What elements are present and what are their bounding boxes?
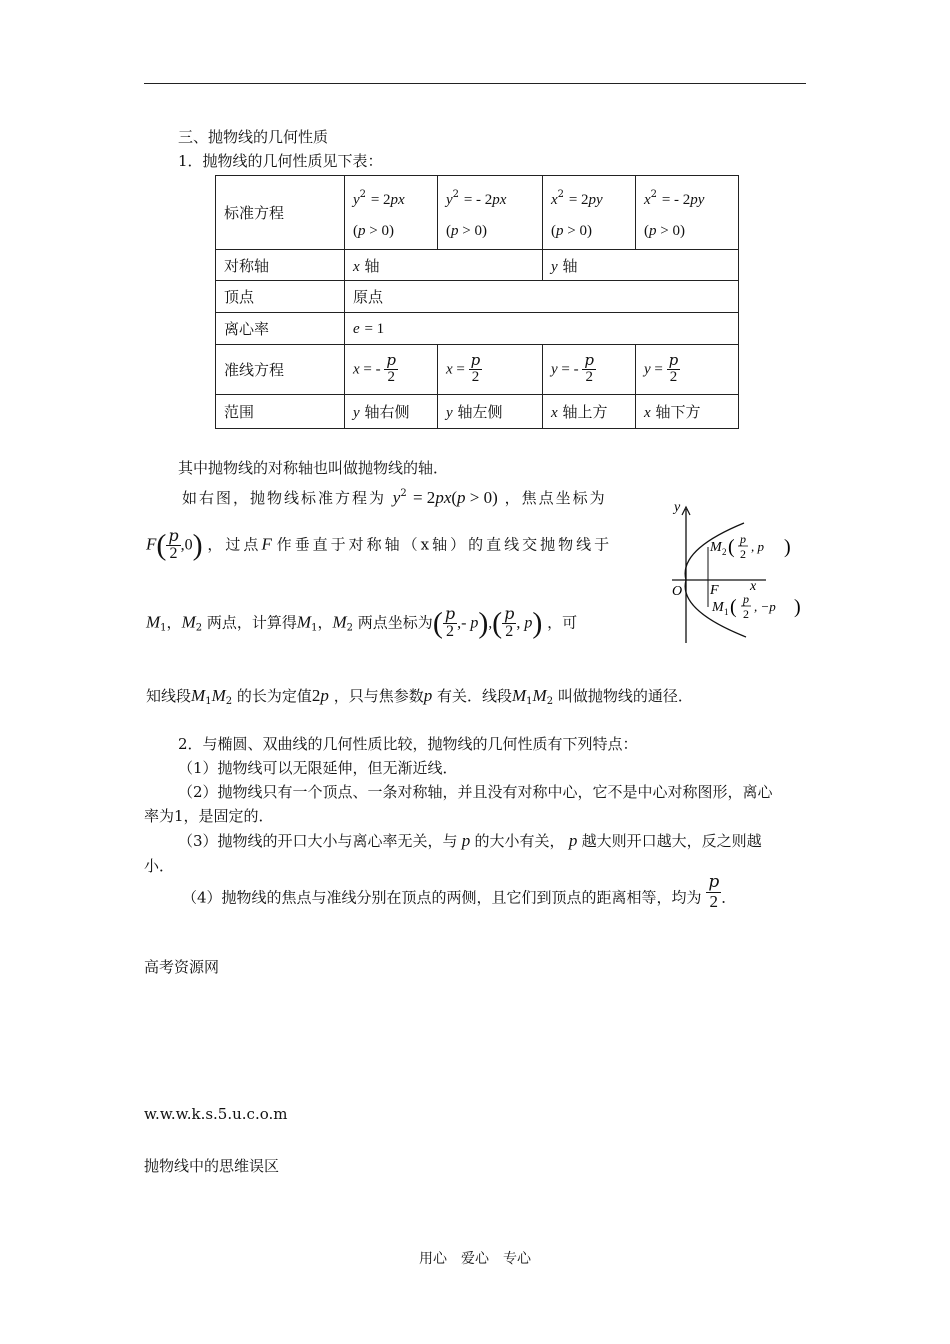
properties-table: [215, 175, 739, 429]
directrix-cell-3: y = - $\frac{p}{2}$: [543, 345, 636, 395]
y-axis-label: y: [674, 500, 681, 515]
site-name: 高考资源网: [144, 958, 220, 976]
section-title: 三、抛物线的几何性质: [178, 128, 329, 146]
focus-line-3: $M_1$，$M_2$ 两点，计算得$M_1$，$M_2$ 两点坐标为( $\frac{p}{2}$ ,- p),( $\frac{p}{2}$ , p) ，可: [146, 604, 578, 640]
directrix-cell-4: y = $\frac{p}{2}$: [636, 345, 739, 395]
svg-text:(: (: [730, 596, 737, 618]
svg-text:): ): [794, 596, 801, 618]
range-cell-4: x 轴下方: [636, 395, 739, 429]
point-2b: 率为1，是固定的．: [144, 807, 274, 825]
axis-x-cell: x 轴: [345, 250, 543, 281]
svg-text:M: M: [710, 540, 722, 555]
row-label-directrix: 准线方程: [216, 345, 345, 395]
eq-cell-3: $x^2 = 2py$ (p > 0): [543, 176, 636, 250]
point-2a: （2）抛物线只有一个顶点、一条对称轴，并且没有对称中心，它不是中心对称图形，离心: [178, 783, 773, 801]
directrix-cell-1: x = - $\frac{p}{2}$: [345, 345, 438, 395]
svg-text:p: p: [740, 532, 746, 546]
item1-intro: 1．抛物线的几何性质见下表：: [178, 152, 383, 170]
range-cell-3: x 轴上方: [543, 395, 636, 429]
svg-text:): ): [784, 536, 791, 558]
row-label-eccentricity: 离心率: [216, 313, 345, 345]
focus-line-4: 知线段$M_1M_2$ 的长为定值2p ，只与焦参数p 有关．线段$M_1M_2$ 叫做抛物线的通径．: [146, 686, 693, 707]
svg-text:, −p: , −p: [754, 599, 776, 614]
item2-intro: 2．与椭圆、双曲线的几何性质比较，抛物线的几何性质有下列特点：: [178, 735, 638, 753]
row-label-axis: 对称轴: [216, 250, 345, 281]
axis-y-cell: y 轴: [543, 250, 739, 281]
focus-line-1: 如右图，抛物线标准方程为 $y^2 = 2px(p > 0)$ ，焦点坐标为: [182, 488, 607, 507]
point-3a: （3）抛物线的开口大小与离心率无关，与 p 的大小有关， p 越大则开口越大，反之则越: [178, 831, 762, 850]
eq-cell-1: $y^2 = 2px$ (p > 0): [345, 176, 438, 250]
row-label-standard-eq: 标准方程: [216, 176, 345, 250]
point-3b: 小．: [144, 857, 175, 875]
header-rule: [144, 83, 806, 84]
svg-text:(: (: [728, 536, 735, 558]
origin-label: O: [672, 584, 683, 599]
parabola-figure: [666, 495, 812, 647]
svg-text:1: 1: [724, 607, 729, 617]
row-label-vertex: 顶点: [216, 281, 345, 313]
page-footer: 用心 爱心 专心: [419, 1251, 531, 1267]
point-1: （1）抛物线可以无限延伸，但无渐近线．: [178, 759, 458, 777]
axis-note: 其中抛物线的对称轴也叫做抛物线的轴．: [178, 459, 449, 477]
svg-text:M: M: [712, 600, 724, 615]
eq-cell-4: $x^2$ = - 2py (p > 0): [636, 176, 739, 250]
svg-text:2: 2: [740, 547, 746, 561]
vertex-cell: 原点: [345, 281, 739, 313]
svg-text:p: p: [743, 592, 749, 606]
range-cell-2: y 轴左侧: [438, 395, 543, 429]
x-axis-label: x: [750, 579, 757, 594]
row-label-range: 范围: [216, 395, 345, 429]
directrix-cell-2: x = $\frac{p}{2}$: [438, 345, 543, 395]
svg-text:2: 2: [722, 547, 727, 557]
eccentricity-cell: e = 1: [345, 313, 739, 345]
next-section-title: 抛物线中的思维误区: [144, 1157, 280, 1175]
point-4: （4）抛物线的焦点与准线分别在顶点的两侧，且它们到顶点的距离相等，均为 $\frac{p}{2}$ ．: [182, 872, 737, 911]
eq-cell-2: $y^2$ = - 2px (p > 0): [438, 176, 543, 250]
focus-label: F: [710, 583, 719, 598]
svg-text:2: 2: [743, 607, 749, 621]
m1-point-label: [711, 592, 801, 621]
m2-point-label: [709, 532, 791, 561]
svg-text:, p: , p: [751, 539, 764, 554]
range-cell-1: y 轴右侧: [345, 395, 438, 429]
focus-line-2: F( $\frac{p}{2}$ ,0) ，过点F 作垂直于对称轴（x轴）的直线交抛物线于: [146, 526, 613, 562]
site-url: w.w.w.k.s.5.u.c.o.m: [144, 1105, 288, 1123]
